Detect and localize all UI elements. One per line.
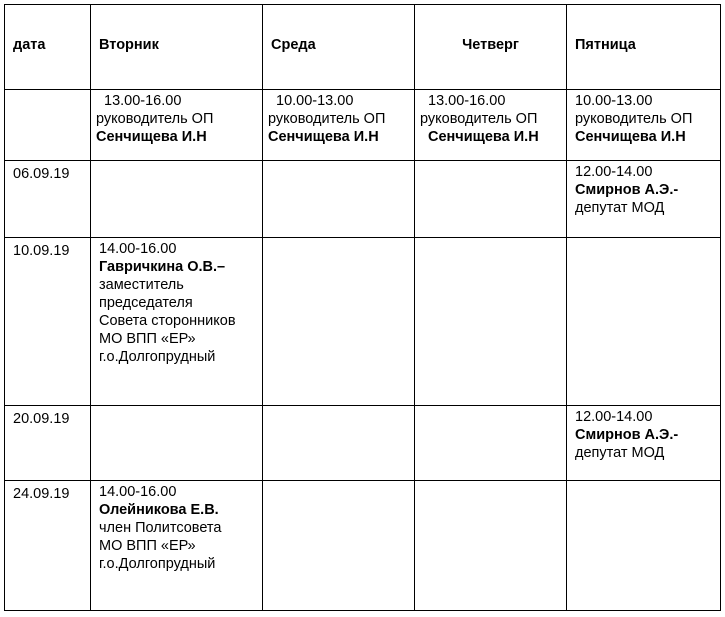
office-tuesday-name: Сенчищева И.Н	[96, 129, 207, 145]
row-wednesday-cell	[263, 238, 415, 406]
row-thursday-cell	[415, 406, 567, 481]
appointment-desc-line: заместитель	[99, 277, 184, 293]
office-friday-time: 10.00-13.00	[575, 93, 653, 109]
appointment-name: Олейникова Е.В.	[99, 502, 219, 518]
appointment-time: 14.00-16.00	[99, 241, 177, 257]
appointment-time: 14.00-16.00	[99, 484, 177, 500]
appointment-desc-line: МО ВПП «ЕР»	[99, 331, 196, 347]
office-tuesday-cell	[91, 90, 263, 161]
appointment-name: Смирнов А.Э.-	[575, 182, 679, 198]
row-date: 24.09.19	[13, 486, 70, 502]
appointment-desc-line: председателя	[99, 295, 193, 311]
office-wednesday-time: 10.00-13.00	[276, 93, 354, 109]
row-date: 06.09.19	[13, 166, 70, 182]
header-tuesday: Вторник	[91, 5, 263, 90]
row-date-cell	[5, 238, 91, 406]
appointment-time: 12.00-14.00	[575, 164, 653, 180]
appointment-desc-line: Совета сторонников	[99, 313, 236, 329]
office-thursday-name: Сенчищева И.Н	[428, 129, 539, 145]
appointment-desc-line: г.о.Долгопрудный	[99, 556, 216, 572]
table-row	[5, 406, 721, 481]
appointment-desc-line: депутат МОД	[575, 200, 665, 216]
office-wednesday-name: Сенчищева И.Н	[268, 129, 379, 145]
office-wednesday-role: руководитель ОП	[268, 111, 386, 127]
office-thursday-time: 13.00-16.00	[428, 93, 506, 109]
appointment-desc-line: депутат МОД	[575, 445, 665, 461]
row-friday-cell	[567, 238, 721, 406]
office-hours-date-cell	[5, 90, 91, 161]
row-date-cell	[5, 481, 91, 611]
reception-schedule-table	[4, 4, 721, 611]
appointment-desc-line: МО ВПП «ЕР»	[99, 538, 196, 554]
row-tuesday-cell	[91, 238, 263, 406]
header-friday: Пятница	[567, 5, 721, 90]
row-wednesday-cell	[263, 406, 415, 481]
office-hours-row	[5, 90, 721, 161]
row-wednesday-cell	[263, 161, 415, 238]
row-wednesday-cell	[263, 481, 415, 611]
row-date-cell	[5, 161, 91, 238]
office-tuesday-time: 13.00-16.00	[104, 93, 182, 109]
appointment-name: Гавричкина О.В.–	[99, 259, 226, 275]
table-row	[5, 238, 721, 406]
office-tuesday-role: руководитель ОП	[96, 111, 214, 127]
row-friday-cell	[567, 481, 721, 611]
row-tuesday-cell	[91, 406, 263, 481]
row-date: 20.09.19	[13, 411, 70, 427]
appointment-name: Смирнов А.Э.-	[575, 427, 679, 443]
office-friday-name: Сенчищева И.Н	[575, 129, 686, 145]
header-date: дата	[5, 5, 91, 90]
office-wednesday-cell	[263, 90, 415, 161]
header-thursday: Четверг	[415, 5, 567, 90]
row-thursday-cell	[415, 161, 567, 238]
table-row	[5, 161, 721, 238]
row-friday-cell	[567, 161, 721, 238]
office-friday-role: руководитель ОП	[575, 111, 693, 127]
row-friday-cell	[567, 406, 721, 481]
appointment-time: 12.00-14.00	[575, 409, 653, 425]
office-thursday-cell	[415, 90, 567, 161]
row-thursday-cell	[415, 238, 567, 406]
table-row	[5, 481, 721, 611]
row-tuesday-cell	[91, 481, 263, 611]
row-date: 10.09.19	[13, 243, 70, 259]
appointment-desc-line: г.о.Долгопрудный	[99, 349, 216, 365]
row-thursday-cell	[415, 481, 567, 611]
header-wednesday: Среда	[263, 5, 415, 90]
row-tuesday-cell	[91, 161, 263, 238]
row-date-cell	[5, 406, 91, 481]
office-friday-cell	[567, 90, 721, 161]
office-thursday-role: руководитель ОП	[420, 111, 538, 127]
header-row	[5, 5, 721, 90]
appointment-desc-line: член Политсовета	[99, 520, 222, 536]
